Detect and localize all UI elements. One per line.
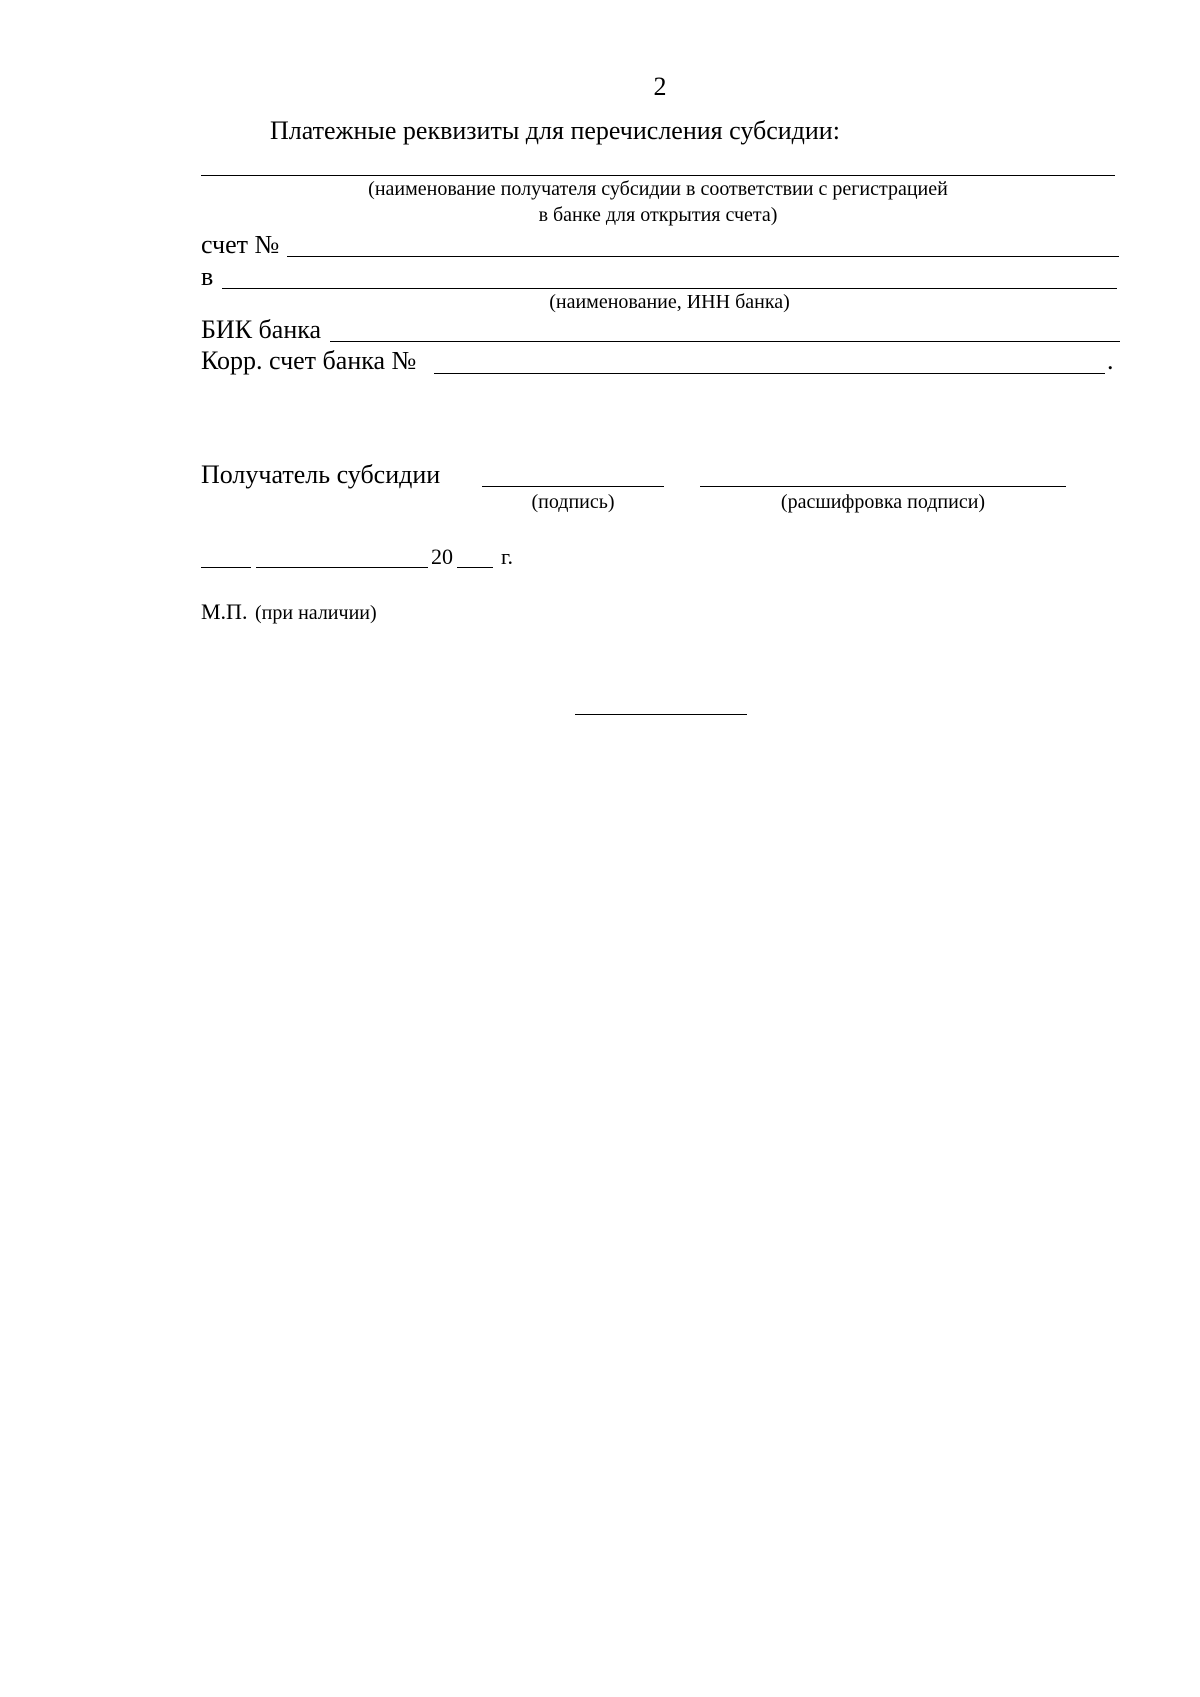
bank-prefix: в bbox=[201, 262, 214, 291]
date-year-field[interactable] bbox=[457, 567, 493, 568]
signature-decode-field[interactable] bbox=[700, 486, 1066, 487]
bank-name-field[interactable] bbox=[222, 288, 1117, 289]
signature-decode-caption: (расшифровка подписи) bbox=[780, 491, 986, 513]
date-month-field[interactable] bbox=[256, 567, 428, 568]
signature-caption: (подпись) bbox=[531, 491, 615, 513]
stamp-label: М.П. bbox=[201, 599, 248, 624]
bik-label: БИК банка bbox=[201, 315, 322, 344]
closing-divider bbox=[575, 714, 747, 715]
corr-account-end: . bbox=[1107, 346, 1114, 375]
recipient-caption-line2: в банке для открытия счета) bbox=[538, 204, 778, 226]
bik-field[interactable] bbox=[330, 341, 1120, 342]
account-label: счет № bbox=[201, 230, 280, 259]
date-day-field[interactable] bbox=[201, 567, 251, 568]
signer-label: Получатель субсидии bbox=[201, 460, 441, 489]
page-title: Платежные реквизиты для перечисления субсидии: bbox=[270, 116, 840, 145]
corr-account-label: Корр. счет банка № bbox=[201, 346, 417, 375]
bank-caption: (наименование, ИНН банка) bbox=[549, 291, 790, 313]
signature-field[interactable] bbox=[482, 486, 664, 487]
date-year-suffix: г. bbox=[501, 544, 514, 569]
page-number: 2 bbox=[653, 72, 667, 101]
account-number-field[interactable] bbox=[287, 256, 1119, 257]
recipient-caption-line1: (наименование получателя субсидии в соответствии с регистрацией bbox=[368, 178, 948, 200]
recipient-name-field[interactable] bbox=[201, 175, 1115, 176]
stamp-note: (при наличии) bbox=[255, 602, 377, 624]
date-year-prefix: 20 bbox=[431, 544, 453, 569]
corr-account-field[interactable] bbox=[434, 373, 1105, 374]
